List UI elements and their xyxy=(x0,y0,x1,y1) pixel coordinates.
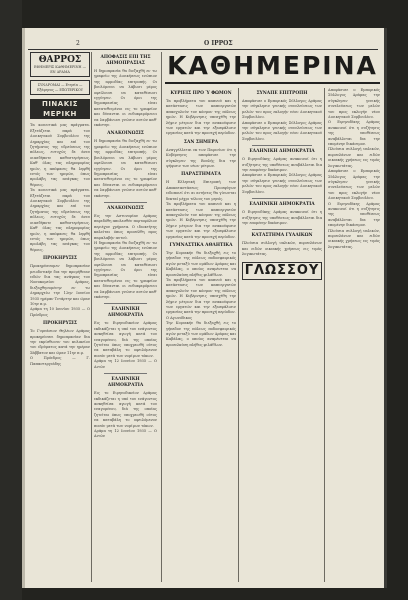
article-body: Ο Ειρηνοδίκης Δράμας ανακοινοί ότι η συζήτησις της υποθέσεως αναβάλλεται δια την επομένην δικάσιμον. xyxy=(242,157,322,173)
column-divider xyxy=(238,88,239,582)
newspaper-name: Ο ΙΡΡΟΣ xyxy=(204,40,233,47)
article-body: Την Κυριακήν θα διεξαχθή εις το γήπεδον της πόλεως ποδοσφαιρικός αγών μεταξύ των ομάδων Δράμας και Καβάλας, ο οποίος αναμένεται να προσελκύση πλήθος φιλάθλων. xyxy=(166,321,236,347)
section-title: ΑΝΑΚΟΙΝΩΣΙΣ xyxy=(107,205,144,211)
notice-title: ΠΡΟΚΗΡΥΞΙΣ xyxy=(43,321,77,327)
section-title: ΕΛΛΗΝΙΚΗ ΔΗΜΟΚΡΑΤΙΑ xyxy=(107,307,144,319)
section-title: ΕΛΛΗΝΙΚΗ ΔΗΜΟΚΡΑΤΙΑ xyxy=(249,149,315,155)
publisher-lines: ΕΦΗΜΕΡΙΣ ΚΑΘΗΜΕΡΙΝΗ — ΕΝ ΔΡΑΜΑ xyxy=(34,65,86,74)
masthead-title: ΚΑΘΗΜΕΡΙΝΑ xyxy=(167,51,378,80)
article-body: Την Κυριακήν θα διεξαχθή εις το γήπεδον της πόλεως ποδοσφαιρικός αγών μεταξύ των ομάδων Δράμας και Καβάλας, ο οποίος αναμένεται να προσελκύση πλήθος φιλάθλων. xyxy=(166,250,236,277)
section-title: ΕΛΛΗΝΙΚΗ ΔΗΜΟΚΡΑΤΙΑ xyxy=(249,202,315,208)
article-body: Εις το Ειρηνοδικείον Δράμας εκδικάζεται η υπό του ενάγοντος ασκηθείσα αγωγή κατά του εναγομένου, διά της οποίας ζητείται όπως υποχρεωθή ούτος να καταβάλη το οφειλόμενον ποσόν μετά των νομίμων τόκων. xyxy=(94,391,157,428)
separator xyxy=(252,145,312,146)
separator xyxy=(252,198,312,199)
article-body: Αποφάσισε ο Εμπορικός Σύλλογος Δράμας την σύγκλησιν γενικής συνελεύσεως των μελών του προς εκλογήν νέου Διοικητικού Συμβουλίου. xyxy=(328,88,380,120)
separator xyxy=(252,229,312,230)
article-body: Η δημοπρασία θα διεξαχθή εν τω γραφείω της Διοικήσεως ενώπιον της αρμοδίας επιτροπής. Οι βουλόμενοι να λάβωσι μέρος οφείλουσι να καταθέσωσι εγγύησιν. Οι όροι της δημοπρασίας είναι κατατεθειμένοι εις το γραφείον και δύνανται οι ενδιαφερόμενοι να λαμβάνωσι γνώσιν αυτών καθ' εκάστην. xyxy=(94,240,157,300)
advertisement-box xyxy=(242,262,322,280)
article-body: Αποφάσισε ο Εμπορικός Σύλλογος Δράμας την σύγκλησιν γενικής συνελεύσεως των μελών του προς εκλογήν νέου Διοικητικού Συμβουλίου. xyxy=(242,120,322,141)
section-title: ΕΛΛΗΝΙΚΗ ΔΗΜΟΚΡΑΤΙΑ xyxy=(107,377,144,389)
column-2 xyxy=(94,52,157,582)
notice-signature: Δράμα τη 12 Ιουνίου 1935 — Ο Αιτών xyxy=(94,359,157,369)
column-divider xyxy=(324,88,325,582)
section-title: ΣΥΝΑΠΕ ΕΠΙΤΡΟΠΗ xyxy=(256,91,308,96)
notice-signature: Δράμα τη 10 Ιουνίου 1935 — Ο Πρόεδρος xyxy=(30,307,90,317)
masthead-rule xyxy=(165,82,380,84)
section-title: ΚΑΤΑΣΤΗΜΑ ΓΥΑΛΙΚΩΝ xyxy=(251,233,313,239)
column-1 xyxy=(30,52,90,582)
advertisement-name: ΓΛΩΣΣΟΥ xyxy=(244,262,320,278)
notice-title: ΠΡΟΚΗΡΥΞΙΣ xyxy=(43,256,77,262)
section-title: ΑΠΟΦΑΣΙΣ ΕΠΙ ΤΗΣ ΔΗΜΟΠΡΑΣΙΑΣ xyxy=(100,55,151,66)
section-title: ΚΥΡΙΕΙΣ ΠΡΟ Ύ ΦΩΜΟΝ xyxy=(170,91,232,96)
publisher-box xyxy=(30,52,90,77)
section-title: ΑΝΑΚΟΙΝΩΣΙΣ xyxy=(107,131,144,137)
notice-signature: Ο Αγωνόδικος xyxy=(166,315,193,320)
separator xyxy=(104,303,147,304)
column-3 xyxy=(166,88,236,582)
publisher-title: ΘΑΡΡΟΣ xyxy=(38,55,82,65)
article-body: Ο Ειρηνοδίκης Δράμας ανακοινοί ότι η συζήτησις της υποθέσεως αναβάλλεται δια την επομένην δικάσιμον. xyxy=(328,201,380,228)
column-headline: ΠΙΝΑΚΙΣ ΜΕΡΙΚΗ xyxy=(30,99,90,119)
section-title: ΓΥΜΝΑΣΤΙΚΑ ΑΘΛΗΤΙΚΑ xyxy=(169,242,233,248)
header-rule xyxy=(28,49,378,50)
column-divider xyxy=(91,52,92,582)
article-body: Ο Ειρηνοδίκης Δράμας ανακοινοί ότι η συζήτησις της υποθέσεως αναβάλλεται δια την επομένην δικάσιμον. xyxy=(242,210,322,225)
article-body: Η δημοπρασία θα διεξαχθή εν τω γραφείω της Διοικήσεως ενώπιον της αρμοδίας επιτροπής. Οι βουλόμενοι να λάβωσι μέρος οφείλουσι να καταθέσωσι εγγύησιν. Οι όροι της δημοπρασίας είναι κατατεθειμένοι εις το γραφείον και δύνανται οι ενδιαφερόμενοι να λαμβάνωσι γνώσιν αυτών καθ' εκάστην. xyxy=(94,69,157,128)
article-body: Τα προβλήματα του καπνού και η κατάστασις των καπνεργατών απασχολούν τον κόσμον της πόλεως ημών. Η Κυβέρνησις υπεσχέθη την λήψιν μέτρων δια την ανακούφισιν των εργατών και την εξασφάλισιν εργασίας κατά την προσεχή περίοδον. xyxy=(166,99,236,136)
article-body: Η δημοπρασία θα διεξαχθή εν τω γραφείω της Διοικήσεως ενώπιον της αρμοδίας επιτροπής. Οι βουλόμενοι να λάβωσι μέρος οφείλουσι να καταθέσωσι εγγύησιν. Οι όροι της δημοπρασίας είναι κατατεθειμένοι εις το γραφείον και δύνανται οι ενδιαφερόμενοι να λαμβάνωσι γνώσιν αυτών καθ' εκάστην. xyxy=(94,139,157,198)
column-divider xyxy=(161,52,162,582)
article-body: Πλούσια συλλογή υαλικών, πορσελάνων και ειδών οικιακής χρήσεως εις τιμάς λογικωτάτας. xyxy=(328,147,380,168)
article-body: Εις το Ειρηνοδικείον Δράμας εκδικάζεται η υπό του ενάγοντος ασκηθείσα αγωγή κατά του εναγομένου, διά της οποίας ζητείται όπως υποχρεωθή ούτος να καταβάλη το οφειλόμενον ποσόν μετά των νομίμων τόκων. xyxy=(94,321,157,358)
page-number: 2 xyxy=(76,40,80,47)
article-body: Τα κοινοτικά μας πράγματα. Εξετάζεται παρά του Διοικητικού Συμβουλίου της Δημαρχίας και επί του ζητήματος της υδρεύσεως της πόλεως, ευτυχώς δε άνευ οιασδήποτε καθυστερήσεως. Καθ' όλας τας πληροφορίας ημών, η απόφασις θα ληφθή εντός των ημερών, όπως προλάβη τας ανάγκας του θέρους. xyxy=(30,123,90,187)
article-body: Τα προβλήματα του καπνού και η κατάστασις των καπνεργατών απασχολούν τον κόσμον της πόλεως ημών. Η Κυβέρνησις υπεσχέθη την λήψιν μέτρων δια την ανακούφισιν των εργατών και την εξασφάλισιν εργασίας κατά την προσεχή περίοδον. xyxy=(166,277,236,315)
article-body: Αναγγέλλεται εκ των Παρισίων ότι η Κυβέρνησις απεφάσισε την σύγκλησιν της Βουλής δια την ψήφισιν των νέων μέτρων. xyxy=(166,147,236,169)
notice-body: Το Γυμνάσιον Θηλέων Δράμας προκηρύσσει δημοπρασίαν δια την εκμίσθωσιν του κυλικείου του ιδρύματος κατά την ημέραν Σάββατον και ώραν 11ην π.μ. xyxy=(30,329,90,355)
page-gutter xyxy=(22,28,25,588)
separator xyxy=(104,202,147,203)
scan-border-left xyxy=(0,0,22,600)
newspaper-page xyxy=(22,28,387,588)
article-body: Τα προβλήματα του καπνού και η κατάστασις των καπνεργατών απασχολούν τον κόσμον της πόλεως ημών. Η Κυβέρνησις υπεσχέθη την λήψιν μέτρων δια την ανακούφισιν των εργατών και την εξασφάλισιν εργασίας κατά την προσεχή περίοδον. xyxy=(166,202,236,239)
notice-signature: Ο Πρόεδρος — Γ. Παπαστεργιάδης xyxy=(30,356,90,366)
subscription-box: ΣΥΝΔΡΟΜΑΙ — Ετησία — Εξάμηνος — ΕΞΩΤΕΡΙΚΟΥ xyxy=(30,80,90,95)
column-5 xyxy=(328,88,380,582)
article-body: Ο Ειρηνοδίκης Δράμας ανακοινοί ότι η συζήτησις της υποθέσεως αναβάλλεται δια την επομένην δικάσιμον. xyxy=(328,120,380,147)
section-title: ΠΑΡΑΣΤΗΜΑΤΑ xyxy=(181,172,221,178)
notice-signature: Δράμα τη 12 Ιουνίου 1935 — Ο Αιτών xyxy=(94,428,157,439)
article-body: Αποφάσισε ο Εμπορικός Σύλλογος Δράμας την σύγκλησιν γενικής συνελεύσεως των μελών του προς εκλογήν νέου Διοικητικού Συμβουλίου. xyxy=(242,99,322,120)
article-body: Τα κοινοτικά μας πράγματα. Εξετάζεται παρά του Διοικητικού Συμβουλίου της Δημαρχίας και επί του ζητήματος της υδρεύσεως της πόλεως, ευτυχώς δε άνευ οιασδήποτε καθυστερήσεως. Καθ' όλας τας πληροφορίας ημών, η απόφασις θα ληφθή εντός των ημερών, όπως προλάβη τας ανάγκας του θέρους. xyxy=(30,188,90,252)
notice-body: Προκηρύσσομεν δημοπρασίαν μειοδοτικήν δια την προμήθειαν ειδών δια τας ανάγκας του Νοσοκομείου Δράμας, διεξαχθησομένην εν τω Δημαρχείω την 12ην Ιουνίου 1935 ημέραν Τετάρτην και ώραν 10ην π.μ. xyxy=(30,264,90,306)
separator xyxy=(104,373,147,374)
article-body: Η Ελληνική Επιτροπή των Αποκαταστάσεως Προσφύγων ειδοποιεί ότι αι αιτήσεις θα γίνωνται δεκταί μέχρι τέλους του μηνός. xyxy=(166,180,236,201)
article-body: Αποφάσισε ο Εμπορικός Σύλλογος Δράμας την σύγκλησιν γενικής συνελεύσεως των μελών του προς εκλογήν νέου Διοικητικού Συμβουλίου. xyxy=(328,169,380,201)
section-title: ΣΑΝ ΣΗΜΕΡΑ xyxy=(183,139,219,145)
article-body: Πλούσια συλλογή υαλικών, πορσελάνων και ειδών οικιακής χρήσεως εις τιμάς λογικωτάτας. xyxy=(242,241,322,257)
article-body: Πλούσια συλλογή υαλικών, πορσελάνων και ειδών οικιακής χρήσεως εις τιμάς λογικωτάτας. xyxy=(328,228,380,249)
article-body: Εις την Αστυνομίαν Δράμας παρεδόθη απολεσθέν πορτοφόλιον περιέχον χρήματα. Ο ιδιοκτήτης καλείται όπως προσέλθη προς παραλαβήν αυτού. xyxy=(94,213,157,240)
article-body: Αποφάσισε ο Εμπορικός Σύλλογος Δράμας την σύγκλησιν γενικής συνελεύσεως των μελών του προς εκλογήν νέου Διοικητικού Συμβουλίου. xyxy=(242,173,322,194)
column-4 xyxy=(242,88,322,582)
